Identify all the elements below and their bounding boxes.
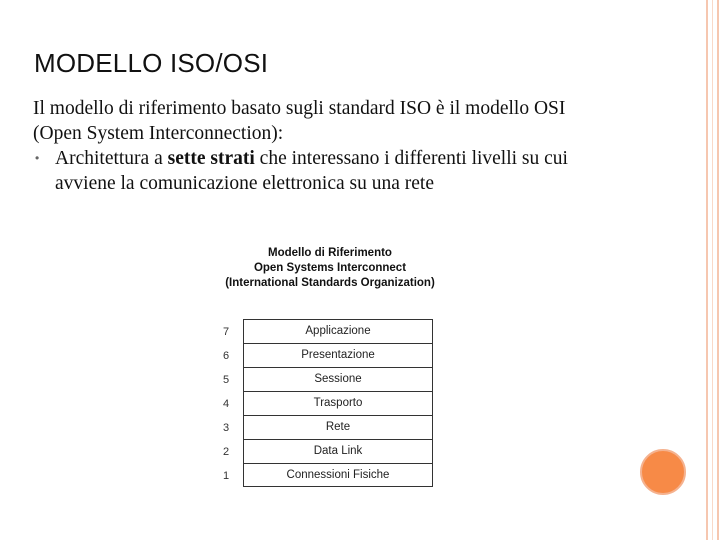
layer-number: 7 bbox=[223, 326, 230, 338]
layer-number: 6 bbox=[223, 350, 230, 362]
layer-number: 1 bbox=[223, 470, 230, 482]
bullet-text-line2: avviene la comunicazione elettronica su una rete bbox=[55, 173, 434, 194]
decorative-rule-edge bbox=[717, 0, 719, 540]
bullet-text-part2: che interessano i differenti livelli su cui bbox=[254, 148, 568, 169]
layer-name: Rete bbox=[325, 421, 351, 433]
layer-number: 2 bbox=[223, 446, 230, 458]
figure-title-line-1: Modello di Riferimento bbox=[268, 247, 392, 259]
osi-layer-row bbox=[244, 320, 432, 344]
layer-name: Applicazione bbox=[305, 325, 371, 337]
bullet-text-part1: Architettura a bbox=[55, 148, 168, 169]
slide-title: MODELLO ISO/OSI bbox=[34, 48, 269, 78]
osi-layer-row bbox=[244, 440, 432, 464]
slide-body bbox=[33, 96, 683, 196]
osi-layer-row bbox=[244, 464, 432, 488]
figure-title-line-2: Open Systems Interconnect bbox=[253, 262, 407, 274]
osi-layer-row bbox=[244, 344, 432, 368]
layer-name: Connessioni Fisiche bbox=[286, 469, 390, 481]
osi-layer-row bbox=[244, 392, 432, 416]
bullet-text-bold: sette strati bbox=[167, 148, 255, 169]
figure-title bbox=[210, 246, 450, 291]
decorative-circle bbox=[640, 449, 686, 495]
layer-number: 4 bbox=[223, 398, 230, 410]
decorative-rule-inner bbox=[712, 0, 713, 540]
layer-name: Trasporto bbox=[313, 397, 363, 409]
layer-number: 3 bbox=[223, 422, 230, 434]
osi-layer-row bbox=[244, 368, 432, 392]
osi-layer-table bbox=[243, 319, 433, 487]
decorative-rule-outer bbox=[706, 0, 708, 540]
osi-figure bbox=[210, 246, 450, 496]
layer-name: Presentazione bbox=[301, 349, 375, 361]
intro-line-1: Il modello di riferimento basato sugli standard ISO è il modello OSI bbox=[33, 98, 566, 119]
layer-name: Sessione bbox=[314, 373, 362, 385]
layer-name: Data Link bbox=[313, 445, 363, 457]
bullet-icon: • bbox=[35, 151, 40, 165]
osi-layer-row bbox=[244, 416, 432, 440]
figure-title-line-3: (International Standards Organization) bbox=[225, 277, 435, 289]
bullet-item bbox=[33, 146, 683, 196]
intro-line-2: (Open System Interconnection): bbox=[33, 123, 284, 144]
layer-number: 5 bbox=[223, 374, 230, 386]
